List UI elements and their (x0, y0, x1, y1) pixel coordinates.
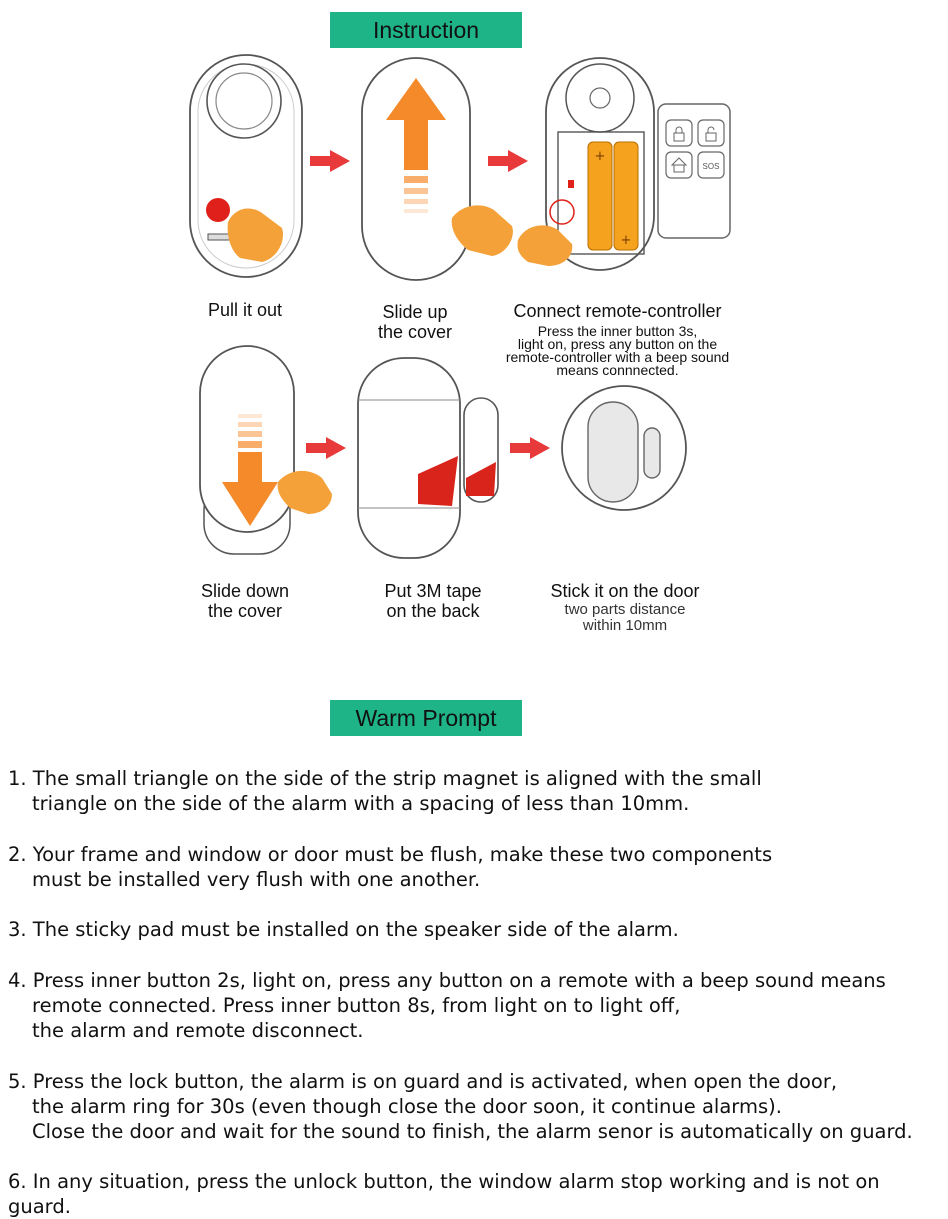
tip-line: triangle on the side of the alarm with a spacing of less than 10mm. (32, 792, 690, 815)
caption-line: Connect remote-controller (513, 301, 722, 321)
tip-line: the alarm and remote disconnect. (32, 1019, 364, 1042)
arrow-right-icon (510, 437, 550, 459)
tip-line: 1. The small triangle on the side of the strip magnet is aligned with the small (8, 767, 762, 790)
device-open-battery-icon (517, 58, 654, 270)
step-caption-slide-up (340, 302, 490, 342)
caption-line: Slide down (200, 581, 290, 601)
tip-line: 6. In any situation, press the unlock button, the window alarm stop working and is not on guard. (8, 1170, 880, 1218)
tip-item (8, 968, 943, 1043)
caption-line: Stick it on the door (550, 581, 700, 601)
remote-controller-icon (658, 104, 730, 238)
arrow-right-icon (488, 150, 528, 172)
tape-back-icon (358, 358, 498, 558)
step-note-stick-door (520, 602, 730, 634)
tip-line: the alarm ring for 30s (even though close the door soon, it continue alarms). (32, 1095, 782, 1118)
caption-line: on the back (386, 601, 480, 621)
tip-item (8, 766, 943, 816)
tip-line: 3. The sticky pad must be installed on the speaker side of the alarm. (8, 918, 679, 941)
note-line: means connnected. (556, 362, 679, 378)
step-caption-stick-door (520, 581, 730, 601)
tip-item (8, 917, 943, 942)
tip-line: must be installed very flush with one another. (32, 868, 481, 891)
step-caption-3m-tape (358, 581, 508, 621)
step-caption-slide-down (170, 581, 320, 621)
step-caption-pull-out (170, 300, 320, 320)
caption-line: the cover (207, 601, 283, 621)
warm-prompt-banner: Warm Prompt (330, 700, 522, 736)
caption-line: Put 3M tape (384, 581, 482, 601)
instruction-banner: Instruction (330, 12, 522, 48)
tip-line: remote connected. Press inner button 8s, from light on to light off, (32, 994, 681, 1017)
step-note-connect-remote (490, 325, 745, 377)
caption-line: the cover (377, 322, 453, 342)
note-line: within 10mm (582, 617, 668, 634)
arrow-right-icon (306, 437, 346, 459)
door-mount-icon (562, 386, 686, 510)
caption-line: Slide up (382, 302, 448, 322)
tip-line: 2. Your frame and window or door must be flush, make these two components (8, 843, 773, 866)
device-pull-out-icon (190, 55, 302, 277)
arrow-right-icon (310, 150, 350, 172)
note-line: two parts distance (564, 601, 686, 618)
cover-slide-up-icon (362, 58, 513, 280)
svg-text:+: + (594, 149, 606, 164)
caption-line: Pull it out (207, 300, 283, 320)
step-caption-connect-remote (490, 301, 745, 321)
note-line: Press the inner button 3s, (537, 323, 698, 339)
tip-item (8, 1069, 943, 1144)
svg-text:SOS: SOS (702, 162, 720, 171)
tip-line: Close the door and wait for the sound to finish, the alarm senor is automatically on guard. (32, 1120, 913, 1143)
tip-item (8, 1169, 943, 1219)
tip-item (8, 842, 943, 892)
svg-text:+: + (620, 233, 632, 248)
tip-line: 4. Press inner button 2s, light on, press any button on a remote with a beep sound means (8, 969, 886, 992)
note-line: light on, press any button on the (517, 336, 718, 352)
note-line: remote-controller with a beep sound (505, 349, 730, 365)
tip-line: 5. Press the lock button, the alarm is on guard and is activated, when open the door, (8, 1070, 838, 1093)
